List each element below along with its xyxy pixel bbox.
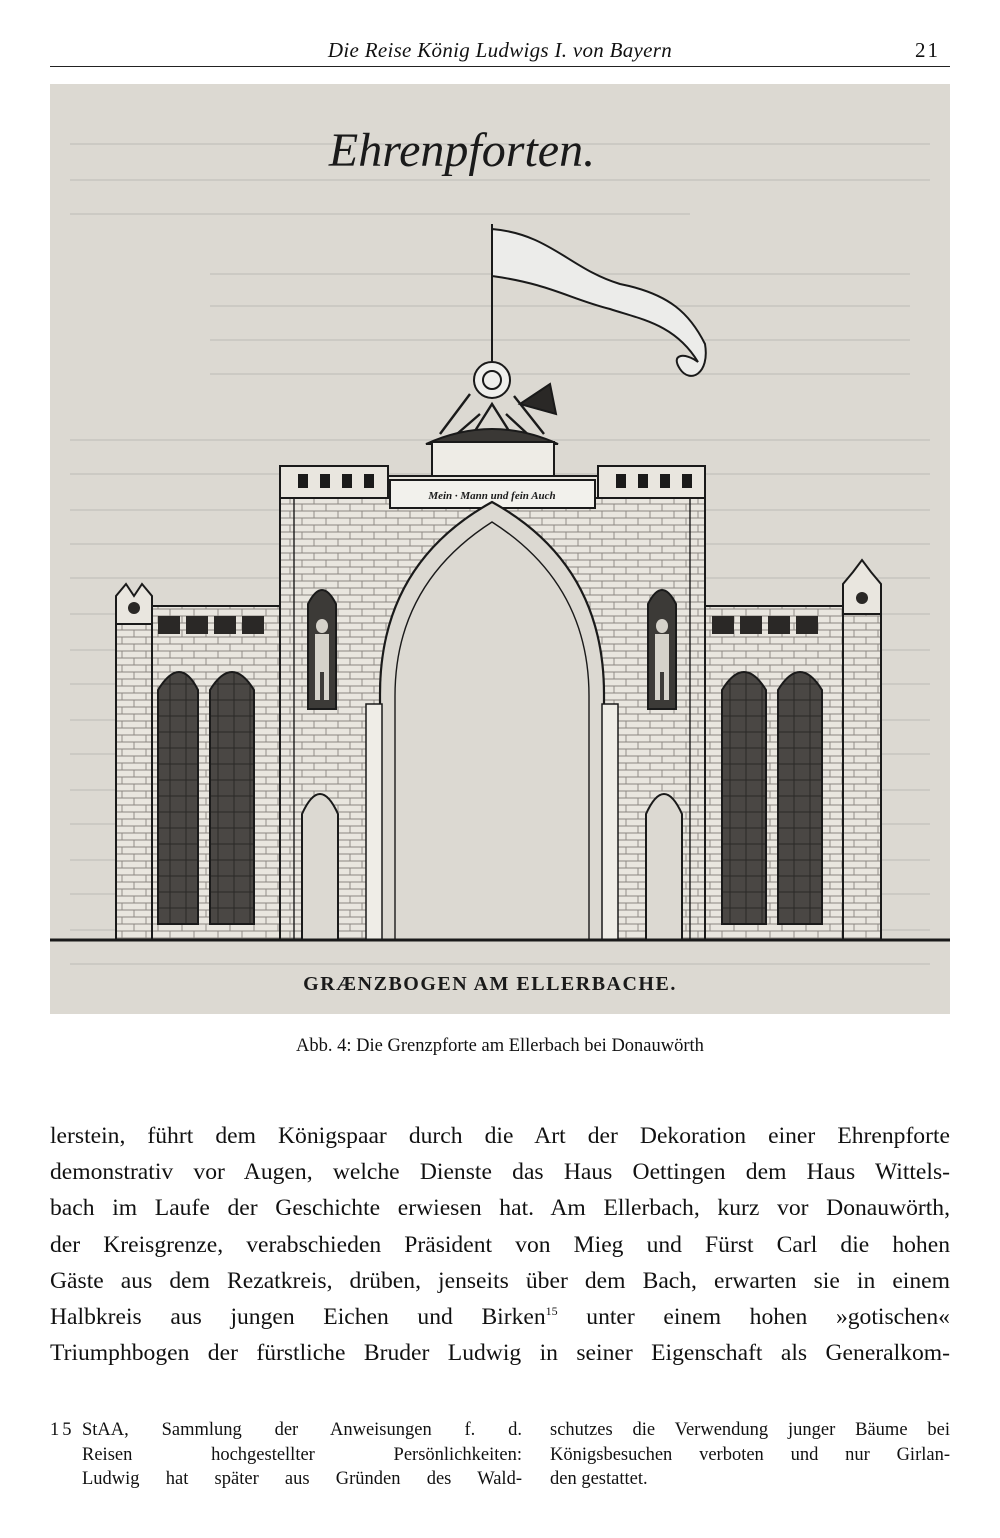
footnote-number: 15 — [50, 1420, 75, 1440]
figure-engraving — [50, 84, 950, 1014]
footnote-line: Ludwig hat später aus Gründen des Wald- — [82, 1469, 522, 1489]
running-head — [50, 36, 950, 67]
body-line: demonstrativ vor Augen, welche Dienste das Haus Oettingen dem Haus Wittels- — [50, 1159, 950, 1186]
body-line: der Kreisgrenze, verabschieden Präsident von Mieg und Fürst Carl die hohen — [50, 1231, 950, 1258]
figure-inscription: GRÆNZBOGEN AM ELLERBACHE. — [303, 973, 677, 995]
footnote-reference[interactable]: 15 — [545, 1304, 558, 1319]
page-number: 21 — [915, 38, 940, 62]
body-line-text: unter einem hohen »gotischen« — [557, 1304, 950, 1331]
figure-heading: Ehrenpforten. — [328, 124, 596, 177]
body-line: lerstein, führt dem Königspaar durch die Art der Dekoration einer Ehrenpforte — [50, 1123, 950, 1149]
pedestal — [432, 442, 554, 476]
body-line — [50, 1299, 950, 1335]
footnote-line: StAA, Sammlung der Anweisungen f. d. — [82, 1420, 522, 1440]
central-gate — [280, 466, 705, 940]
body-paragraph — [50, 1118, 950, 1371]
footnote-line: den gestattet. — [550, 1469, 648, 1489]
footnote-line: Königsbesuchen verboten und nur Girlan- — [550, 1444, 950, 1465]
left-wing — [116, 584, 280, 940]
running-title: Die Reise König Ludwigs I. von Bayern — [327, 38, 673, 62]
footnote-column-left — [82, 1418, 522, 1492]
figure-caption: Abb. 4: Die Grenzpforte am Ellerbach bei Donauwörth — [296, 1036, 704, 1056]
banner-inscription: Mein · Mann und fein Auch — [428, 490, 556, 502]
arch-illustration — [50, 84, 950, 1014]
footnote-column-right — [550, 1418, 950, 1492]
body-line: Triumphbogen der fürstliche Bruder Ludwig in seiner Eigenschaft als Generalkom- — [50, 1340, 950, 1367]
body-line: Gäste aus dem Rezatkreis, drüben, jenseits über dem Bach, erwarten sie in einem — [50, 1267, 950, 1294]
footnote-line: Reisen hochgestellter Persönlichkeiten: — [82, 1444, 522, 1465]
body-line-text: Halbkreis aus jungen Eichen und Birken — [50, 1304, 546, 1331]
right-wing — [705, 560, 881, 940]
footnote-line: schutzes die Verwendung junger Bäume bei — [550, 1420, 950, 1440]
body-line: bach im Laufe der Geschichte erwiesen hat. Am Ellerbach, kurz vor Donauwörth, — [50, 1195, 950, 1222]
